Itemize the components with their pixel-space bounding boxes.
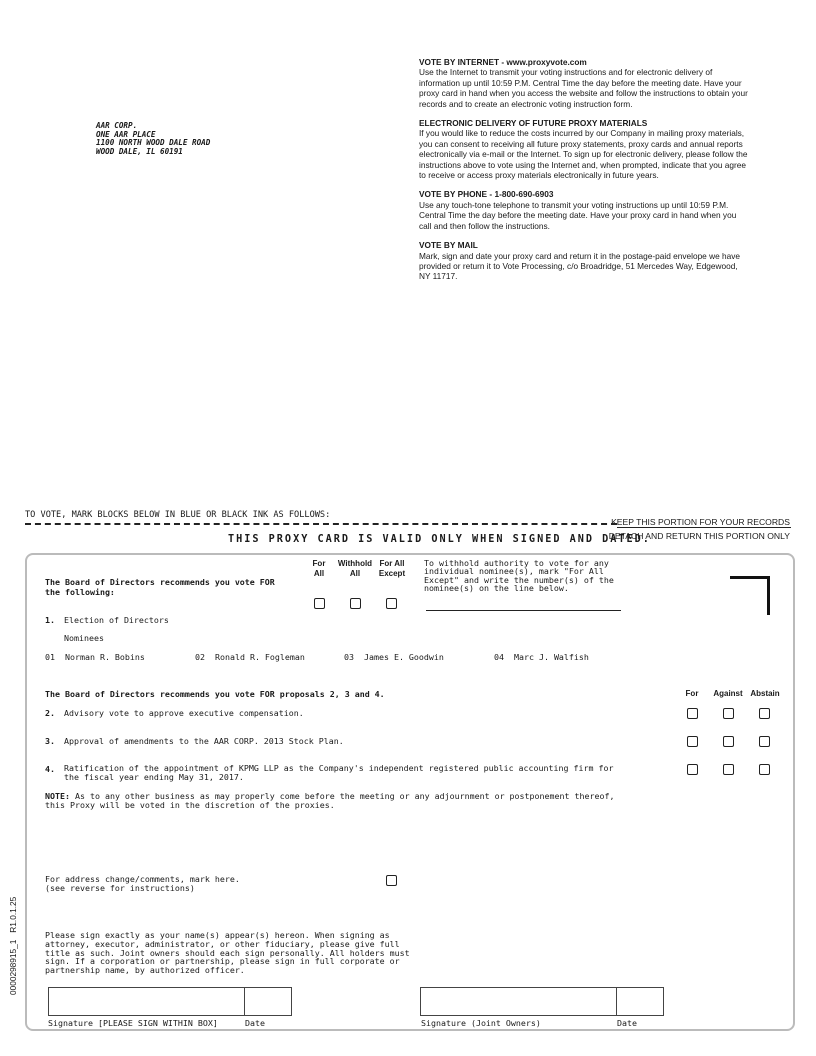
for-all-except-checkbox[interactable]: [386, 598, 397, 609]
nominee-01: 01 Norman R. Bobins: [45, 652, 145, 662]
board-recommendation-2: The Board of Directors recommends you vote FOR proposals 2, 3 and 4.: [45, 689, 385, 699]
edelivery-text: If you would like to reduce the costs incurred by our Company in mailing proxy materials, you can consent to receiving all future proxy statements, proxy cards and annual reports electronically via e-mail or the Internet. To sign up for electronic delivery, please follow the instructions above to vote using the Internet and, when prompted, indicate that you agree to receive or access proxy materials electronically in future years.: [419, 128, 748, 181]
company-address: AAR CORP. ONE AAR PLACE 1100 NORTH WOOD DALE ROAD WOOD DALE, IL 60191: [96, 121, 211, 156]
proposal-2-number: 2.: [45, 708, 55, 718]
joint-signature-box[interactable]: [420, 987, 617, 1016]
note-block: [45, 792, 614, 809]
proposal-3-number: 3.: [45, 736, 55, 746]
detach-portion-label: DETACH AND RETURN THIS PORTION ONLY: [608, 531, 790, 541]
joint-date-box[interactable]: [615, 987, 664, 1016]
corner-mark: [730, 576, 770, 615]
voting-instructions: [419, 57, 749, 291]
address-change-checkbox[interactable]: [386, 875, 397, 886]
internet-title: VOTE BY INTERNET - www.proxyvote.com: [419, 57, 587, 67]
proposal-3-abstain-checkbox[interactable]: [759, 736, 770, 747]
proposal-2-abstain-checkbox[interactable]: [759, 708, 770, 719]
joint-signature-label: Signature (Joint Owners): [421, 1018, 541, 1028]
valid-notice: THIS PROXY CARD IS VALID ONLY WHEN SIGNED AND DATED.: [228, 534, 651, 545]
col-against: Against: [713, 689, 743, 698]
proposal-3-text: Approval of amendments to the AAR CORP. 2013 Stock Plan.: [64, 736, 344, 746]
mail-title: VOTE BY MAIL: [419, 240, 478, 251]
board-recommendation-1: The Board of Directors recommends you vote FOR the following:: [45, 577, 275, 597]
proposal-2-for-checkbox[interactable]: [687, 708, 698, 719]
nominee-exception-line[interactable]: [426, 610, 621, 611]
mail-text: Mark, sign and date your proxy card and return it in the postage-paid envelope we have provided or return it to Vote Processing, c/o Broadridge, 51 Mercedes Way, Edgewood, NY 11717.: [419, 250, 741, 282]
date-label: Date: [245, 1018, 265, 1028]
note-label: NOTE:: [45, 791, 70, 801]
proposal-4-against-checkbox[interactable]: [723, 764, 734, 775]
item1-label: Election of Directors: [64, 615, 169, 625]
signature-box[interactable]: [48, 987, 245, 1016]
address-change-label: For address change/comments, mark here. (see reverse for instructions): [45, 874, 240, 893]
note-text: As to any other business as may properly come before the meeting or any adjournment or postponement thereof, this Proxy will be voted in the discretion of the proxies.: [45, 791, 615, 810]
signature-label: Signature [PLEASE SIGN WITHIN BOX]: [48, 1018, 218, 1028]
sign-instructions: Please sign exactly as your name(s) appear(s) hereon. When signing as attorney, executor, administrator, or other fiduciary, please give full title as such. Joint owners should each sign personally. All holders must sign. If a corporation or partnership, please sign in full corporate or partnership name, by authorized officer.: [45, 930, 410, 976]
vote-mark-instruction: TO VOTE, MARK BLOCKS BELOW IN BLUE OR BLACK INK AS FOLLOWS:: [25, 510, 331, 520]
withhold-all-checkbox[interactable]: [350, 598, 361, 609]
col-withhold-all: Withhold All: [337, 559, 373, 578]
phone-title: VOTE BY PHONE - 1-800-690-6903: [419, 189, 554, 200]
for-all-checkbox[interactable]: [314, 598, 325, 609]
withhold-instructions: To withhold authority to vote for any individual nominee(s), mark "For All Except" and write the number(s) of the nominee(s) on the line below.: [424, 558, 614, 594]
proposal-4-text: Ratification of the appointment of KPMG LLP as the Company's independent registered public accounting firm for the fiscal year ending May 31, 2017.: [64, 763, 614, 782]
phone-text: Use any touch-tone telephone to transmit your voting instructions up until 10:59 P.M. Central Time the day before the meeting date. Have your proxy card in hand when you call and then follow the instructions.: [419, 199, 737, 231]
col-for-all-except: For All Except: [378, 559, 406, 578]
nominees-label: Nominees: [64, 633, 104, 643]
tear-line: [25, 523, 617, 525]
nominee-04: 04 Marc J. Walfish: [494, 652, 589, 662]
tear-line-right: [617, 527, 791, 528]
nominee-03: 03 James E. Goodwin: [344, 652, 444, 662]
side-document-code: 0000298915_1 R1.0.1.25: [8, 896, 18, 995]
item1-number: 1.: [45, 615, 55, 625]
col-abstain: Abstain: [750, 689, 780, 698]
edelivery-title: ELECTRONIC DELIVERY OF FUTURE PROXY MATERIALS: [419, 118, 648, 129]
internet-text: Use the Internet to transmit your voting instructions and for electronic delivery of information up until 10:59 P.M. Central Time the day before the meeting date. Have your proxy card in hand when you access the website and follow the instructions to obtain your records and to create an electronic voting instruction form.: [419, 67, 748, 109]
date-box[interactable]: [243, 987, 292, 1016]
proposal-4-for-checkbox[interactable]: [687, 764, 698, 775]
proposal-3-for-checkbox[interactable]: [687, 736, 698, 747]
proposal-2-text: Advisory vote to approve executive compensation.: [64, 708, 304, 718]
col-for: For: [685, 689, 699, 698]
proposal-2-against-checkbox[interactable]: [723, 708, 734, 719]
joint-date-label: Date: [617, 1018, 637, 1028]
nominee-02: 02 Ronald R. Fogleman: [195, 652, 305, 662]
col-for-all: For All: [312, 559, 326, 578]
proposal-4-abstain-checkbox[interactable]: [759, 764, 770, 775]
proposal-4-number: 4.: [45, 764, 55, 774]
proposal-3-against-checkbox[interactable]: [723, 736, 734, 747]
keep-portion-label: KEEP THIS PORTION FOR YOUR RECORDS: [611, 517, 790, 527]
